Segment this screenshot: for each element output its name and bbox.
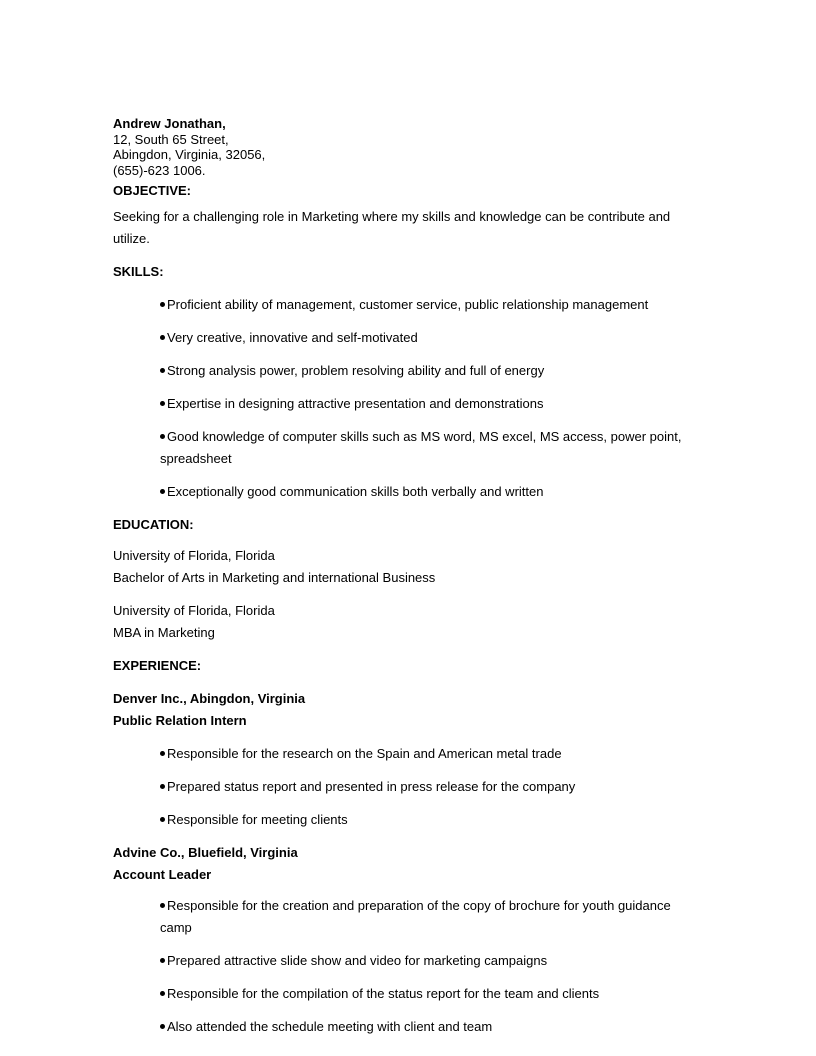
education-heading: EDUCATION:: [113, 517, 194, 532]
bullet-icon: [160, 991, 165, 996]
contact-phone: (655)-623 1006.: [113, 162, 206, 178]
list-item: Very creative, innovative and self-motivated: [113, 327, 703, 349]
education-degree: MBA in Marketing: [113, 625, 215, 640]
education-degree: Bachelor of Arts in Marketing and international Business: [113, 570, 436, 585]
education-entry: [113, 545, 703, 589]
objective-text: Seeking for a challenging role in Marketing where my skills and knowledge can be contribute and utilize.: [113, 209, 671, 246]
job-duties-list: [113, 895, 703, 1038]
job-title: Account Leader: [113, 867, 212, 882]
list-item: Also attended the schedule meeting with client and team: [113, 1016, 703, 1038]
contact-address-line-1: 12, South 65 Street,: [113, 131, 229, 147]
bullet-icon: [160, 1024, 165, 1029]
job-company: Advine Co., Bluefield, Virginia: [113, 845, 298, 860]
skills-list: [113, 294, 703, 503]
experience-heading: EXPERIENCE:: [113, 658, 202, 673]
bullet-icon: [160, 784, 165, 789]
contact-name: Andrew Jonathan,: [113, 116, 226, 131]
list-item: Prepared attractive slide show and video for marketing campaigns: [113, 950, 703, 972]
list-item: Responsible for the compilation of the status report for the team and clients: [113, 983, 703, 1005]
education-entry: [113, 600, 703, 644]
list-item: Responsible for the creation and preparation of the copy of brochure for youth guidance camp: [160, 898, 671, 935]
list-item: Responsible for the research on the Spain and American metal trade: [113, 743, 703, 765]
list-item: Responsible for meeting clients: [113, 809, 703, 831]
resume-page: [113, 116, 703, 1049]
list-item: Proficient ability of management, customer service, public relationship management: [113, 294, 703, 316]
list-item: Prepared status report and presented in press release for the company: [113, 776, 703, 798]
bullet-icon: [160, 302, 165, 307]
list-item: Expertise in designing attractive presentation and demonstrations: [113, 393, 703, 415]
skills-heading: SKILLS:: [113, 264, 164, 279]
bullet-icon: [160, 335, 165, 340]
bullet-icon: [160, 401, 165, 406]
objective-heading: OBJECTIVE:: [113, 183, 192, 198]
list-item: Strong analysis power, problem resolving ability and full of energy: [113, 360, 703, 382]
contact-address-line-2: Abingdon, Virginia, 32056,: [113, 147, 266, 162]
bullet-icon: [160, 368, 165, 373]
list-item: Exceptionally good communication skills both verbally and written: [113, 481, 703, 503]
bullet-icon: [160, 751, 165, 756]
job-entry: [113, 842, 703, 1038]
bullet-icon: [160, 817, 165, 822]
contact-block: [113, 116, 703, 178]
list-item: Good knowledge of computer skills such as MS word, MS excel, MS access, power point, spreadsheet: [160, 429, 682, 466]
bullet-icon: [160, 434, 165, 439]
bullet-icon: [160, 489, 165, 494]
job-entry: [113, 688, 703, 831]
job-title: Public Relation Intern: [113, 713, 247, 728]
education-school: University of Florida, Florida: [113, 603, 275, 618]
education-school: University of Florida, Florida: [113, 548, 275, 563]
bullet-icon: [160, 903, 165, 908]
bullet-icon: [160, 958, 165, 963]
job-duties-list: [113, 743, 703, 831]
job-company: Denver Inc., Abingdon, Virginia: [113, 691, 306, 706]
